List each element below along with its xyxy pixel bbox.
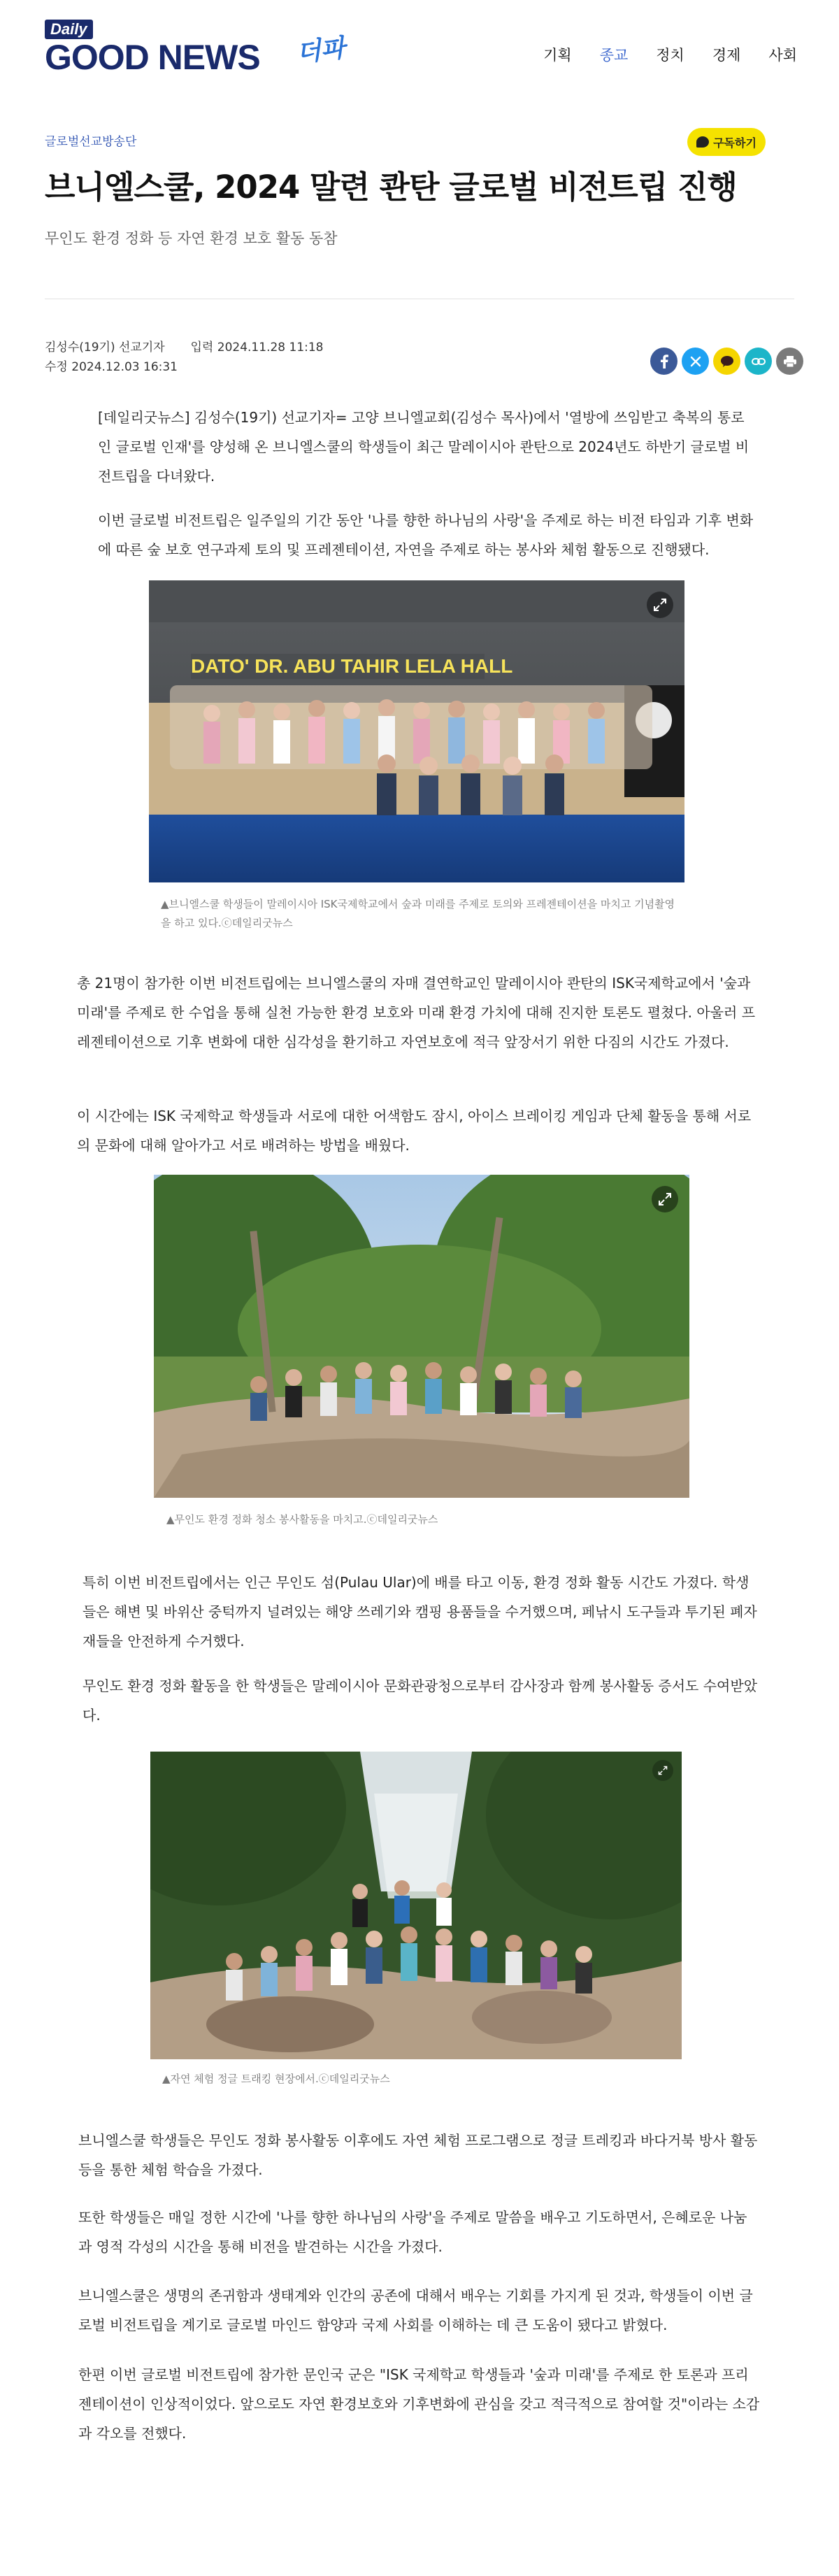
subscribe-label: 구독하기 [713, 136, 756, 150]
body-paragraph: 한편 이번 글로벌 비전트립에 참가한 문인국 군은 "ISK 국제학교 학생들과 '숲과 미래'를 주제로 한 토론과 프리젠테이션이 인상적이었다. 앞으로도 자연 환경보호와 기후변화에 관심을 갖고 적극적으로 참여할 것"이라는 소감과 각오를 전했다. [78, 2366, 760, 2442]
logo-sub: 더파 [294, 33, 347, 67]
article-meta [45, 338, 324, 377]
article-photo-hall[interactable] [149, 580, 684, 882]
photo-caption: ▲자연 체험 정글 트래킹 현장에서.ⓒ데일리굿뉴스 [162, 2073, 390, 2085]
expand-icon[interactable] [647, 592, 673, 618]
article-photo-jungle[interactable] [150, 1752, 682, 2059]
nav-item-planning[interactable]: 기획 [543, 47, 572, 64]
published-date: 2024.11.28 11:18 [217, 341, 324, 355]
site-header [0, 0, 839, 112]
section-label[interactable]: 글로벌선교방송단 [45, 135, 137, 149]
body-paragraph: 특히 이번 비전트립에서는 인근 무인도 섬(Pulau Ular)에 배를 타고 이동, 환경 정화 활동 시간도 가졌다. 학생들은 해변 및 바위산 중턱까지 널려있는 해양 쓰레기와 캠핑 용품들을 수거했으며, 페낚시 도구들과 투기된 폐자재들을 안전하게 수거했다. [83, 1574, 757, 1650]
subscribe-button[interactable] [687, 128, 766, 156]
author-name[interactable]: 김성수(19기) 선교기자 [45, 341, 165, 355]
nav-item-economy[interactable]: 경제 [712, 47, 741, 64]
article-subtitle: 무인도 환경 정화 등 자연 환경 보호 활동 동참 [45, 230, 338, 247]
photo-caption: ▲브니엘스쿨 학생들이 말레이시아 ISK국제학교에서 숲과 미래를 주제로 토의와 프레젠테이션을 마치고 기념촬영을 하고 있다.ⓒ데일리굿뉴스 [161, 898, 675, 929]
body-paragraph: 무인도 환경 정화 활동을 한 학생들은 말레이시아 문화관광청으로부터 감사장과 함께 봉사활동 증서도 수여받았다. [83, 1677, 758, 1724]
expand-icon[interactable] [652, 1760, 673, 1781]
body-paragraph: 또한 학생들은 매일 정한 시간에 '나를 향한 하나님의 사랑'을 주제로 말씀을 배우고 기도하면서, 은혜로운 나눔과 영적 각성의 시간을 통해 비전을 발견하는 시간을 가졌다. [78, 2209, 747, 2255]
jungle-group-photo [150, 1752, 682, 2059]
body-paragraph: 총 21명이 참가한 이번 비전트립에는 브니엘스쿨의 자매 결연학교인 말레이시아 콴탄의 ISK국제학교에서 '숲과 미래'를 주제로 한 수업을 통해 실천 가능한 환경 보호와 미래 환경 가치에 대해 진지한 토론도 펼쳤다. 아울러 프레젠테이션으로 기후 변화에 대한 심각성을 환기하고 자연보호에 적극 앞장서기 위한 다짐의 시간도 가졌다. [77, 975, 756, 1050]
photo-caption: ▲무인도 환경 정화 청소 봉사활동을 마치고.ⓒ데일리굿뉴스 [166, 1513, 438, 1526]
body-paragraph: [데일리굿뉴스] 김성수(19기) 선교기자= 고양 브니엘교회(김성수 목사)에서 '열방에 쓰임받고 축복의 통로인 글로벌 인재'를 양성해 온 브니엘스쿨의 학생들이 최근 말레이시아 콴탄으로 2024년도 하반기 글로벌 비전트립을 다녀왔다. [98, 409, 750, 485]
nav-item-religion[interactable]: 종교 [599, 47, 629, 64]
body-paragraph: 브니엘스쿨은 생명의 존귀함과 생태계와 인간의 공존에 대해서 배우는 기회를 가지게 된 것과, 학생들이 이번 글로벌 비전트립을 계기로 글로벌 마인드 함양과 국제 사회를 이해하는 데 큰 도움이 됐다고 밝혔다. [78, 2287, 753, 2333]
logo-daily: Daily [45, 20, 93, 39]
facebook-icon[interactable] [650, 348, 677, 375]
chat-bubble-icon [696, 136, 709, 148]
hall-sign-text: DATO' DR. ABU TAHIR LELA HALL [191, 655, 513, 677]
published-label: 입력 [190, 341, 214, 355]
updated-date: 2024.12.03 16:31 [71, 360, 178, 374]
site-logo[interactable] [45, 20, 352, 76]
kakaotalk-icon[interactable] [713, 348, 740, 375]
hall-group-photo [149, 580, 684, 882]
expand-icon[interactable] [652, 1186, 678, 1212]
article-photo-island[interactable] [154, 1175, 689, 1498]
x-icon[interactable] [682, 348, 709, 375]
logo-main: GOOD NEWS [45, 38, 260, 77]
main-nav [529, 45, 811, 66]
body-paragraph: 브니엘스쿨 학생들은 무인도 정화 봉사활동 이후에도 자연 체험 프로그램으로 정글 트레킹과 바다거북 방사 활동 등을 통한 체험 학습을 가졌다. [78, 2132, 758, 2178]
updated-label: 수정 [45, 360, 68, 374]
body-paragraph: 이 시간에는 ISK 국제학교 학생들과 서로에 대한 어색함도 잠시, 아이스 브레이킹 게임과 단체 활동을 통해 서로의 문화에 대해 알아가고 서로 배려하는 방법을 배웠다. [77, 1108, 752, 1154]
print-icon[interactable] [776, 348, 803, 375]
island-group-photo [154, 1175, 689, 1498]
nav-item-society[interactable]: 사회 [768, 47, 797, 64]
body-paragraph: 이번 글로벌 비전트립은 일주일의 기간 동안 '나를 향한 하나님의 사랑'을 주제로 하는 비전 타임과 기후 변화에 따른 숲 보호 연구과제 토의 및 프레젠테이션, 자연을 주제로 하는 봉사와 체험 활동으로 진행됐다. [98, 512, 754, 558]
article-title: 브니엘스쿨, 2024 말련 콴탄 글로벌 비전트립 진행 [45, 169, 737, 206]
share-bar [650, 348, 803, 375]
nav-item-politics[interactable]: 정치 [656, 47, 684, 64]
link-icon[interactable] [745, 348, 772, 375]
